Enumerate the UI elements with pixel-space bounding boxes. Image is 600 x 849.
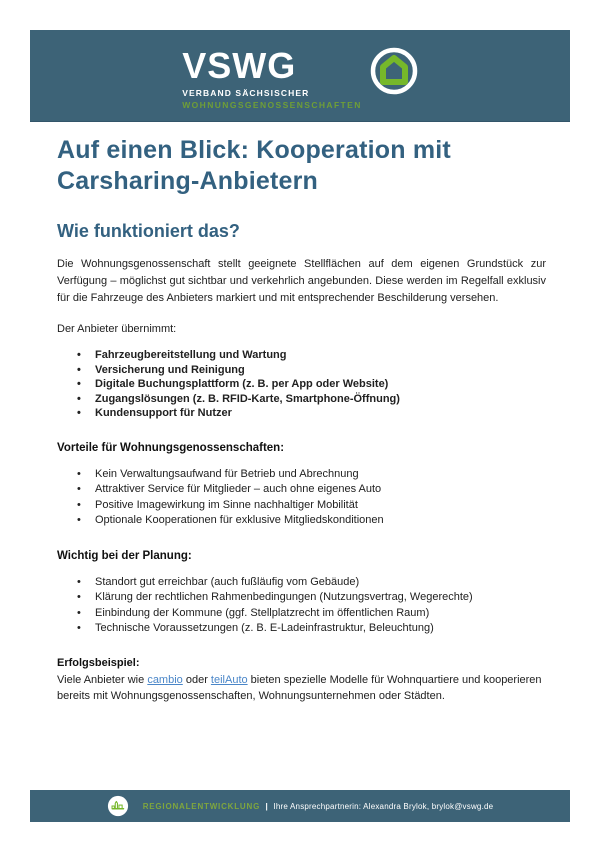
example-text-mid: oder: [182, 673, 211, 686]
footer-text: [143, 802, 494, 811]
list-item: • Attraktiver Service für Mitglieder – auch ohne eigenes Auto: [77, 482, 546, 498]
village-icon: [107, 795, 129, 817]
example-text-before: Viele Anbieter wie: [57, 673, 148, 686]
logo-subline-1: VERBAND SÄCHSISCHER: [182, 88, 310, 98]
list-item: • Digitale Buchungsplattform (z. B. per App oder Website): [77, 377, 546, 392]
page-title: Auf einen Blick: Kooperation mit Carsharing-Anbietern: [57, 136, 451, 195]
logo-subline-2: WOHNUNGSGENOSSENSCHAFTEN: [182, 100, 362, 110]
provider-intro-line: Der Anbieter übernimmt:: [57, 323, 177, 335]
document-body: [57, 122, 546, 704]
footer-separator: |: [265, 801, 268, 811]
list-item: • Positive Imagewirkung im Sinne nachhaltiger Mobilität: [77, 498, 546, 514]
logo-text-block: [182, 47, 362, 110]
provider-bullet-list: [57, 348, 546, 421]
how-paragraph: Die Wohnungsgenossenschaft stellt geeignete Stellflächen auf dem eigenen Grundstück zur Verfügung – möglichst gut sichtbar und verkehrlich angebunden. Diese werden im Regelfall exklusiv für die Fahrzeuge des Anbieters markiert und mit entsprechender Beschilderung versehen.: [57, 258, 546, 304]
section-heading-example: Erfolgsbeispiel:: [57, 656, 140, 669]
planning-bullet-list: [57, 575, 546, 637]
footer-department: REGIONALENTWICKLUNG: [142, 801, 261, 811]
list-item: • Versicherung und Reinigung: [77, 363, 546, 378]
list-item: • Einbindung der Kommune (ggf. Stellplatzrecht im öffentlichen Raum): [77, 606, 546, 622]
header-band: [30, 30, 570, 122]
section-heading-how: Wie funktioniert das?: [57, 221, 240, 241]
vswg-logo: [182, 47, 418, 121]
list-item: • Fahrzeugbereitstellung und Wartung: [77, 348, 546, 363]
example-paragraph: [57, 672, 546, 704]
footer-contact: Ihre Ansprechpartnerin: Alexandra Brylok, brylok@vswg.de: [273, 801, 494, 811]
list-item: • Klärung der rechtlichen Rahmenbedingungen (Nutzungsvertrag, Wegerechte): [77, 590, 546, 606]
example-text-after: bieten spezielle Modelle für Wohnquartiere und kooperieren bereits mit Wohnungsgenossenschaften, Wohnungsunternehmen oder Städten.: [57, 673, 542, 702]
teilauto-link[interactable]: teilAuto: [210, 673, 248, 686]
section-heading-benefits: Vorteile für Wohnungsgenossenschaften:: [57, 441, 285, 454]
logo-wordmark: VSWG: [182, 45, 297, 86]
list-item: • Standort gut erreichbar (auch fußläufig vom Gebäude): [77, 575, 546, 591]
cambio-link[interactable]: cambio: [147, 673, 183, 686]
benefits-bullet-list: [57, 467, 546, 529]
list-item: • Kundensupport für Nutzer: [77, 406, 546, 421]
list-item: • Kein Verwaltungsaufwand für Betrieb und Abrechnung: [77, 467, 546, 483]
list-item: • Technische Voraussetzungen (z. B. E-Ladeinfrastruktur, Beleuchtung): [77, 621, 546, 637]
list-item: • Zugangslösungen (z. B. RFID-Karte, Smartphone-Öffnung): [77, 392, 546, 407]
section-heading-planning: Wichtig bei der Planung:: [57, 549, 192, 562]
list-item: • Optionale Kooperationen für exklusive Mitgliedskonditionen: [77, 513, 546, 529]
house-in-circle-icon: [370, 47, 418, 95]
footer-band: [30, 790, 570, 822]
